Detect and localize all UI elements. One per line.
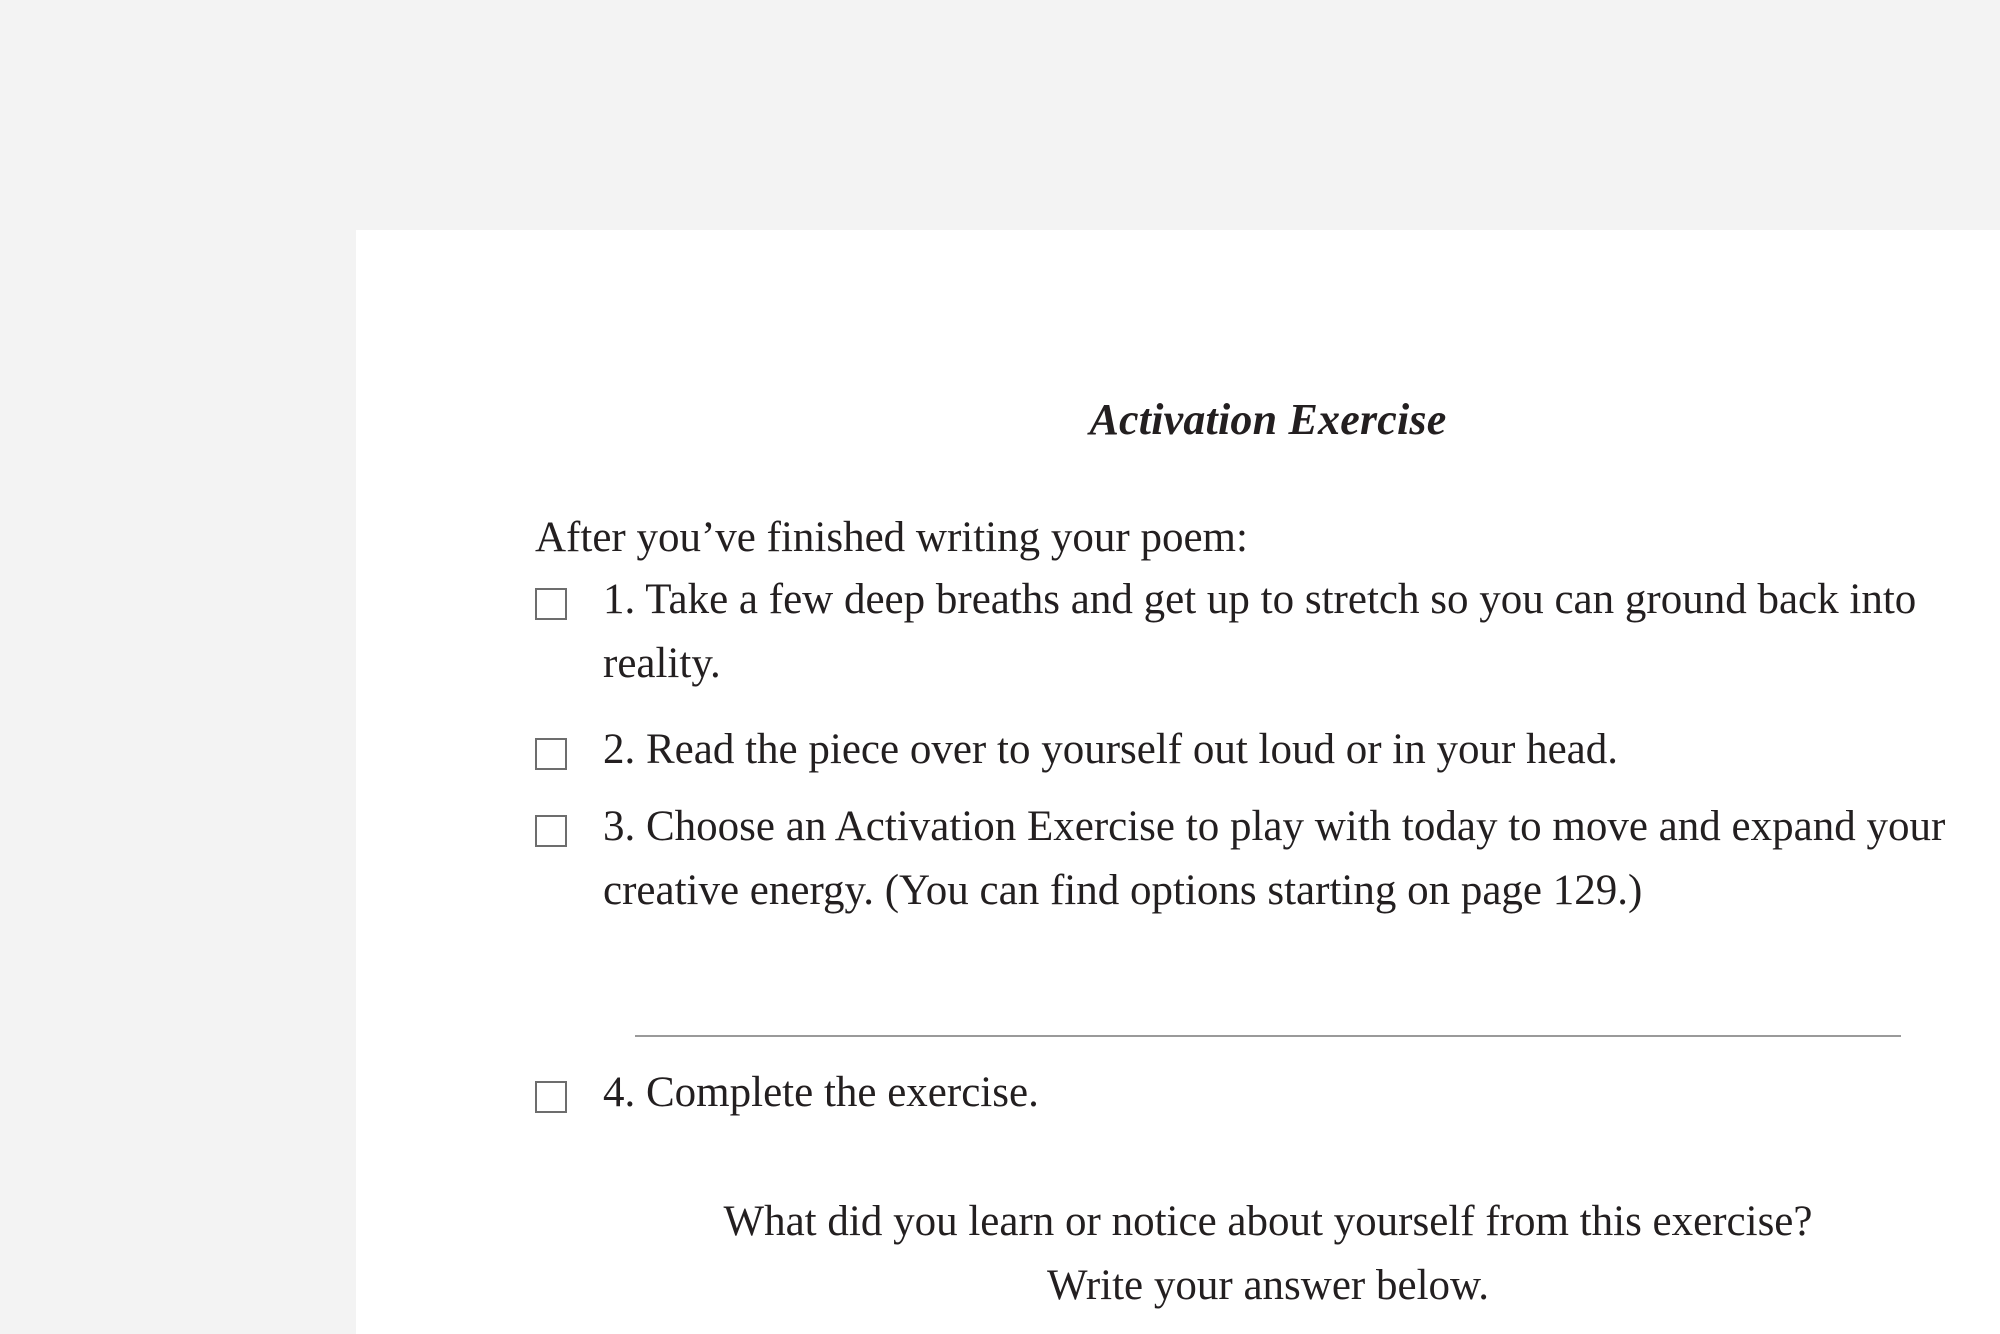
checkbox-item-4[interactable] <box>535 1081 567 1113</box>
intro-text: After you’ve finished writing your poem: <box>535 514 1248 561</box>
checklist-item-3-text: 3. Choose an Activation Exercise to play with today to move and expand your creative energy. (You can find options starting on page 129.) <box>603 803 1946 914</box>
checklist-item-2-text: 2. Read the piece over to yourself out loud or in your head. <box>603 726 1618 773</box>
checkbox-item-1[interactable] <box>535 588 567 620</box>
checklist-item-4-text: 4. Complete the exercise. <box>603 1069 1039 1116</box>
reflection-instruction: Write your answer below. <box>1046 1262 1490 1309</box>
reflection-prompt <box>356 1190 2000 1318</box>
document-page <box>356 230 2000 1334</box>
checkbox-item-2[interactable] <box>535 738 567 770</box>
answer-line <box>635 1035 1901 1037</box>
checklist-item-1-text: 1. Take a few deep breaths and get up to stretch so you can ground back into reality. <box>603 576 1917 687</box>
checkbox-item-3[interactable] <box>535 815 567 847</box>
page-title: Activation Exercise <box>1089 395 1447 444</box>
reflection-question: What did you learn or notice about yourself from this exercise? <box>723 1198 1813 1245</box>
